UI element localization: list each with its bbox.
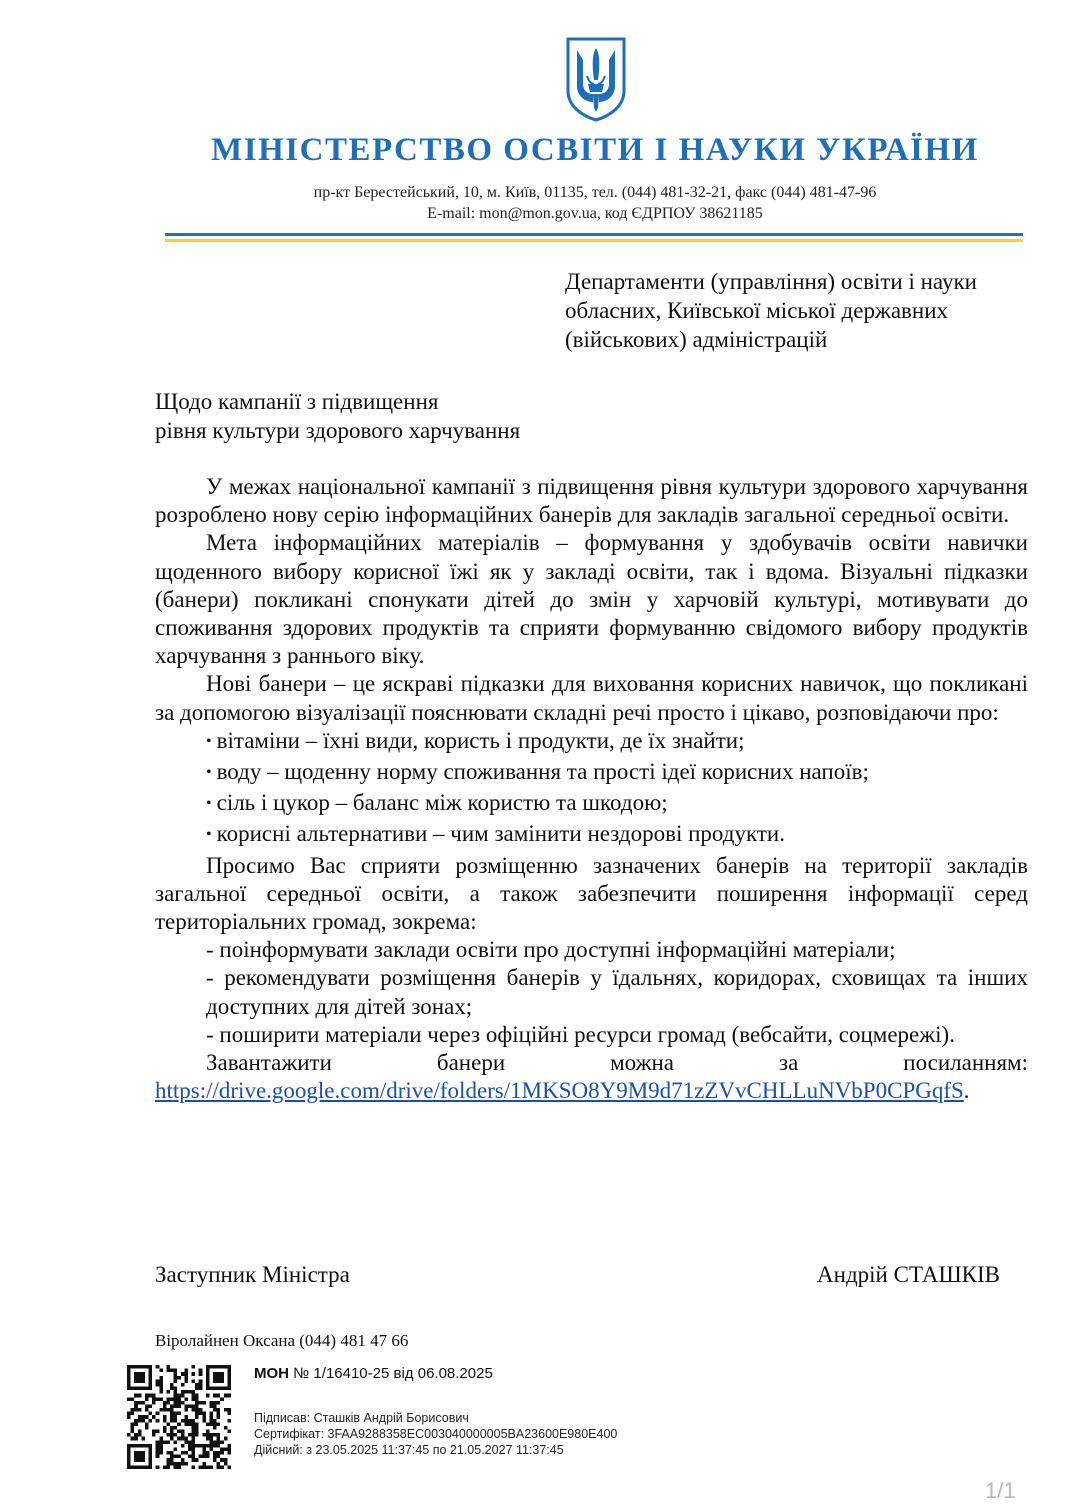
addressee-line: Департаменти (управління) освіти і науки — [565, 269, 977, 294]
addressee-block — [565, 267, 1035, 354]
header-rule-blue — [165, 233, 1023, 236]
request-item: - поінформувати заклади освіти про доступні інформаційні матеріали; — [206, 937, 896, 963]
topics-list — [155, 727, 1028, 852]
electronic-signature-block — [254, 1410, 617, 1458]
signer-position: Заступник Міністра — [155, 1262, 350, 1287]
body-paragraph: Мета інформаційних матеріалів – формування у здобувачів освіти навички щоденного вибору корисної їжі як у закладі освіти, так і вдома. Візуальні підказки (банери) покликані спонукати дітей до змін у харчовій культурі, мотивувати до споживання здорових продуктів та сприяти формуванню свідомого вибору продуктів харчування з раннього віку. — [155, 530, 1028, 669]
body-paragraph: Нові банери – це яскраві підказки для виховання корисних навичок, що покликані за допомогою візуалізації пояснювати складні речі просто і цікаво, розповідаючи про: — [155, 671, 1028, 725]
list-item: • корисні альтернативи – чим замінити нездорові продукти. — [155, 820, 1028, 851]
page-number: 1/1 — [985, 1478, 1016, 1503]
esign-validity: Дійсний: з 23.05.2025 11:37:45 по 21.05.2027 11:37:45 — [254, 1443, 564, 1457]
signer-name: Андрій СТАШКІВ — [817, 1262, 1000, 1287]
subject-line: рівня культури здорового харчування — [155, 418, 521, 443]
subject-block — [155, 387, 520, 445]
letter-body — [155, 473, 1028, 1105]
esign-signer: Підписав: Сташків Андрій Борисович — [254, 1411, 469, 1425]
header-rule-yellow — [165, 239, 1023, 242]
registration-number — [254, 1365, 493, 1382]
qr-code-icon — [127, 1365, 231, 1469]
download-link-line — [155, 1077, 1028, 1105]
link-period: . — [963, 1078, 970, 1104]
registration-org: МОН — [254, 1365, 289, 1382]
trident-emblem-icon — [565, 36, 627, 122]
addressee-line: (військових) адміністрацій — [565, 327, 828, 352]
executor-contact: Віролайнен Оксана (044) 481 47 66 — [155, 1331, 409, 1350]
list-item: • сіль і цукор – баланс між користю та шкодою; — [155, 789, 1028, 820]
download-label: Завантажити банери можна за посиланням: — [206, 1050, 1028, 1076]
ministry-name: МІНІСТЕРСТВО ОСВІТИ І НАУКИ УКРАЇНИ — [211, 132, 979, 168]
subject-line: Щодо кампанії з підвищення — [155, 389, 439, 414]
request-item: - рекомендувати розміщення банерів у їдальнях, коридорах, сховищах та інших доступних для дітей зонах; — [206, 965, 1028, 1019]
addressee-line: обласних, Київської міської державних — [565, 298, 949, 323]
body-paragraph: Просимо Вас сприяти розміщенню зазначених банерів на території закладів загальної середньої освіти, а також забезпечити поширення інформації серед територіальних громад, зокрема: — [155, 852, 1028, 935]
list-item: • вітаміни – їхні види, користь і продукти, де їх знайти; — [155, 727, 1028, 758]
registration-details: № 1/16410-25 від 06.08.2025 — [293, 1365, 493, 1382]
request-item: - поширити матеріали через офіційні ресурси громад (вебсайти, соцмережі). — [206, 1021, 955, 1047]
esign-certificate: Сертифікат: 3FAA9288358EC003040000005BA23600E980E400 — [254, 1427, 618, 1441]
ministry-address: пр-кт Берестейський, 10, м. Київ, 01135, тел. (044) 481-32-21, факс (044) 481-47-96 — [313, 184, 877, 201]
list-item: • воду – щоденну норму споживання та прості ідеї корисних напоїв; — [155, 758, 1028, 789]
body-paragraph: У межах національної кампанії з підвищення рівня культури здорового харчування розроблено нову серію інформаційних банерів для закладів загальної середньої освіти. — [155, 474, 1028, 528]
download-link[interactable]: https://drive.google.com/drive/folders/1MKSO8Y9M9d71zZVvCHLLuNVbP0CPGqfS — [155, 1078, 964, 1104]
ministry-email: E-mail: mon@mon.gov.ua, код ЄДРПОУ 38621185 — [427, 205, 763, 222]
